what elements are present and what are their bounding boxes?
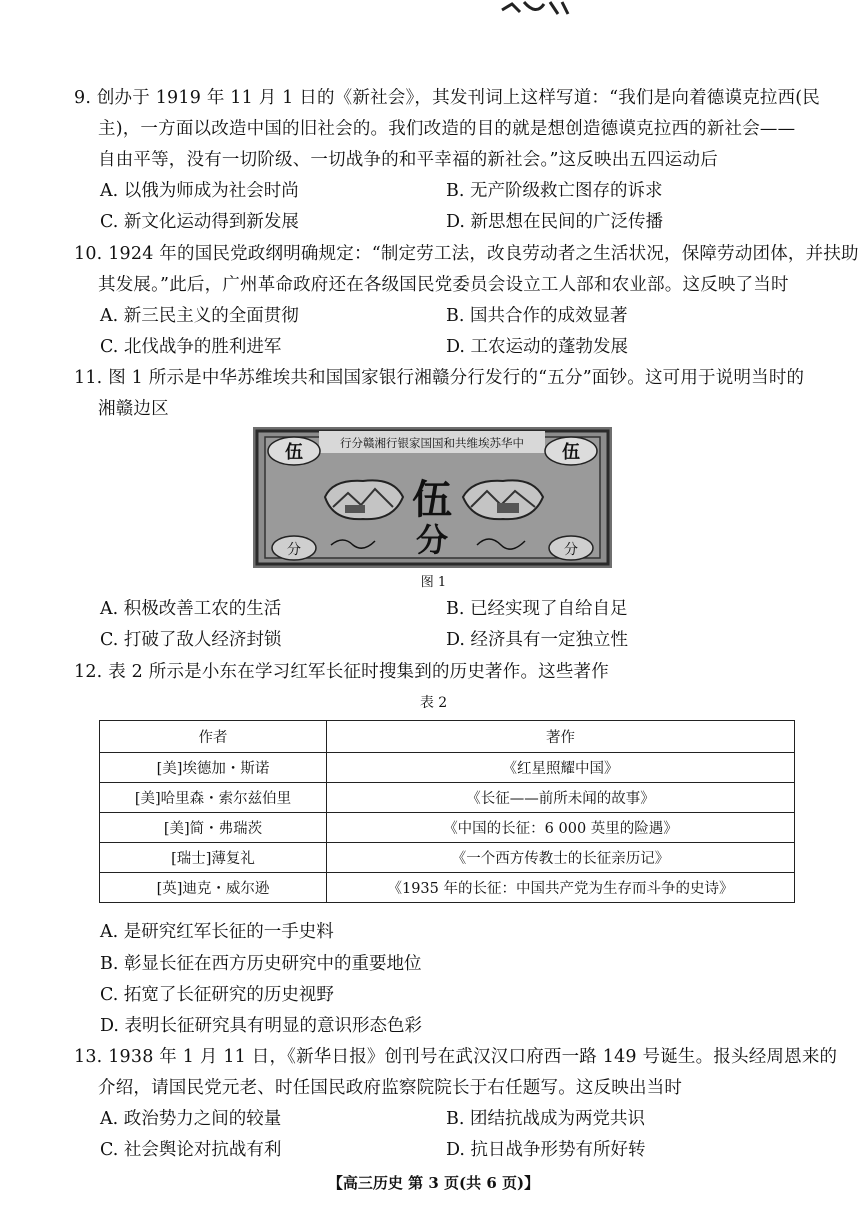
q10-option-c[interactable]: C. 北伐战争的胜利进军 xyxy=(100,337,282,357)
q11-option-b[interactable]: B. 已经实现了自给自足 xyxy=(446,599,628,619)
table-cell-author: [美]哈里森・索尔兹伯里 xyxy=(100,783,327,813)
table-cell-work: 《1935 年的长征：中国共产党为生存而斗争的史诗》 xyxy=(327,873,795,903)
table-cell-work: 《一个西方传教士的长征亲历记》 xyxy=(327,843,795,873)
q11-option-d[interactable]: D. 经济具有一定独立性 xyxy=(446,630,629,650)
q12-stem-line-1: 12. 表 2 所示是小东在学习红军长征时搜集到的历史著作。这些著作 xyxy=(74,662,609,682)
q9-option-b[interactable]: B. 无产阶级救亡图存的诉求 xyxy=(446,181,663,201)
q9-option-c[interactable]: C. 新文化运动得到新发展 xyxy=(100,212,299,232)
banknote-figure xyxy=(253,427,612,568)
banknote-denomination-top: 伍 xyxy=(412,476,452,523)
table-cell-author: [美]埃德加・斯诺 xyxy=(100,753,327,783)
q9-option-d[interactable]: D. 新思想在民间的广泛传播 xyxy=(446,212,664,232)
q10-option-b[interactable]: B. 国共合作的成效显著 xyxy=(446,306,628,326)
figure-1-caption: 图 1 xyxy=(420,575,447,590)
q10-option-a[interactable]: A. 新三民主义的全面贯彻 xyxy=(100,306,299,326)
banknote-corner-top-right: 伍 xyxy=(562,442,580,463)
banknote-corner-top-left: 伍 xyxy=(285,442,303,463)
q13-stem-line-2: 介绍，请国民党元老、时任国民政府监察院院长于右任题写。这反映出当时 xyxy=(98,1078,683,1098)
banknote-corner-bottom-right: 分 xyxy=(564,542,578,558)
top-stamp-fragment xyxy=(500,0,570,16)
table-cell-author: [美]简・弗瑞茨 xyxy=(100,813,327,843)
q11-stem-line-1: 11. 图 1 所示是中华苏维埃共和国国家银行湘赣分行发行的“五分”面钞。这可用于说明当时的 xyxy=(74,368,805,388)
table-cell-work: 《长征——前所未闻的故事》 xyxy=(327,783,795,813)
table-header-row xyxy=(100,721,795,753)
table-row xyxy=(100,783,795,813)
q13-option-b[interactable]: B. 团结抗战成为两党共识 xyxy=(446,1109,645,1129)
banknote-top-text: 行分赣湘行银家国国和共维埃苏华中 xyxy=(340,436,524,450)
table-2-title: 表 2 xyxy=(419,695,448,711)
q9-stem-line-1: 9. 创办于 1919 年 11 月 1 日的《新社会》，其发刊词上这样写道：“我们是向着德谟克拉西(民 xyxy=(74,88,820,108)
q13-option-c[interactable]: C. 社会舆论对抗战有利 xyxy=(100,1140,282,1160)
table-cell-author: [瑞士]薄复礼 xyxy=(100,843,327,873)
table-header-author: 作者 xyxy=(100,721,327,753)
q12-option-b[interactable]: B. 彰显长征在西方历史研究中的重要地位 xyxy=(100,954,422,974)
q11-option-a[interactable]: A. 积极改善工农的生活 xyxy=(100,599,282,619)
banknote-corner-bottom-left: 分 xyxy=(287,542,301,558)
table-2 xyxy=(99,720,795,903)
q11-option-c[interactable]: C. 打破了敌人经济封锁 xyxy=(100,630,282,650)
q10-stem-line-2: 其发展。”此后，广州革命政府还在各级国民党委员会设立工人部和农业部。这反映了当时 xyxy=(98,275,789,295)
table-row xyxy=(100,753,795,783)
table-row xyxy=(100,873,795,903)
q10-option-d[interactable]: D. 工农运动的蓬勃发展 xyxy=(446,337,629,357)
table-header-work: 著作 xyxy=(327,721,795,753)
q9-option-a[interactable]: A. 以俄为师成为社会时尚 xyxy=(100,181,299,201)
q10-stem-line-1: 10. 1924 年的国民党政纲明确规定：“制定劳工法，改良劳动者之生活状况，保障劳动团体，并扶助 xyxy=(74,244,859,264)
table-row xyxy=(100,813,795,843)
q11-stem-line-2: 湘赣边区 xyxy=(98,399,169,419)
table-row xyxy=(100,843,795,873)
q12-option-c[interactable]: C. 拓宽了长征研究的历史视野 xyxy=(100,985,334,1005)
table-cell-author: [英]迪克・威尔逊 xyxy=(100,873,327,903)
q13-option-a[interactable]: A. 政治势力之间的较量 xyxy=(100,1109,282,1129)
q9-stem-line-2: 主)，一方面以改造中国的旧社会的。我们改造的目的就是想创造德谟克拉西的新社会—— xyxy=(98,119,796,139)
banknote-left-vignette xyxy=(325,480,403,519)
banknote-denomination-bottom: 分 xyxy=(415,521,449,559)
q13-stem-line-1: 13. 1938 年 1 月 11 日，《新华日报》创刊号在武汉汉口府西一路 149 号诞生。报头经周恩来的 xyxy=(74,1047,838,1067)
q13-option-d[interactable]: D. 抗日战争形势有所好转 xyxy=(446,1140,646,1160)
table-cell-work: 《中国的长征：6 000 英里的险遇》 xyxy=(327,813,795,843)
q9-stem-line-3: 自由平等，没有一切阶级、一切战争的和平幸福的新社会。”这反映出五四运动后 xyxy=(98,150,718,170)
q12-option-d[interactable]: D. 表明长征研究具有明显的意识形态色彩 xyxy=(100,1016,423,1036)
page-footer: 【高三历史 第 3 页(共 6 页)】 xyxy=(327,1174,540,1192)
table-cell-work: 《红星照耀中国》 xyxy=(327,753,795,783)
q12-option-a[interactable]: A. 是研究红军长征的一手史料 xyxy=(100,922,334,942)
banknote-right-vignette xyxy=(463,480,543,519)
